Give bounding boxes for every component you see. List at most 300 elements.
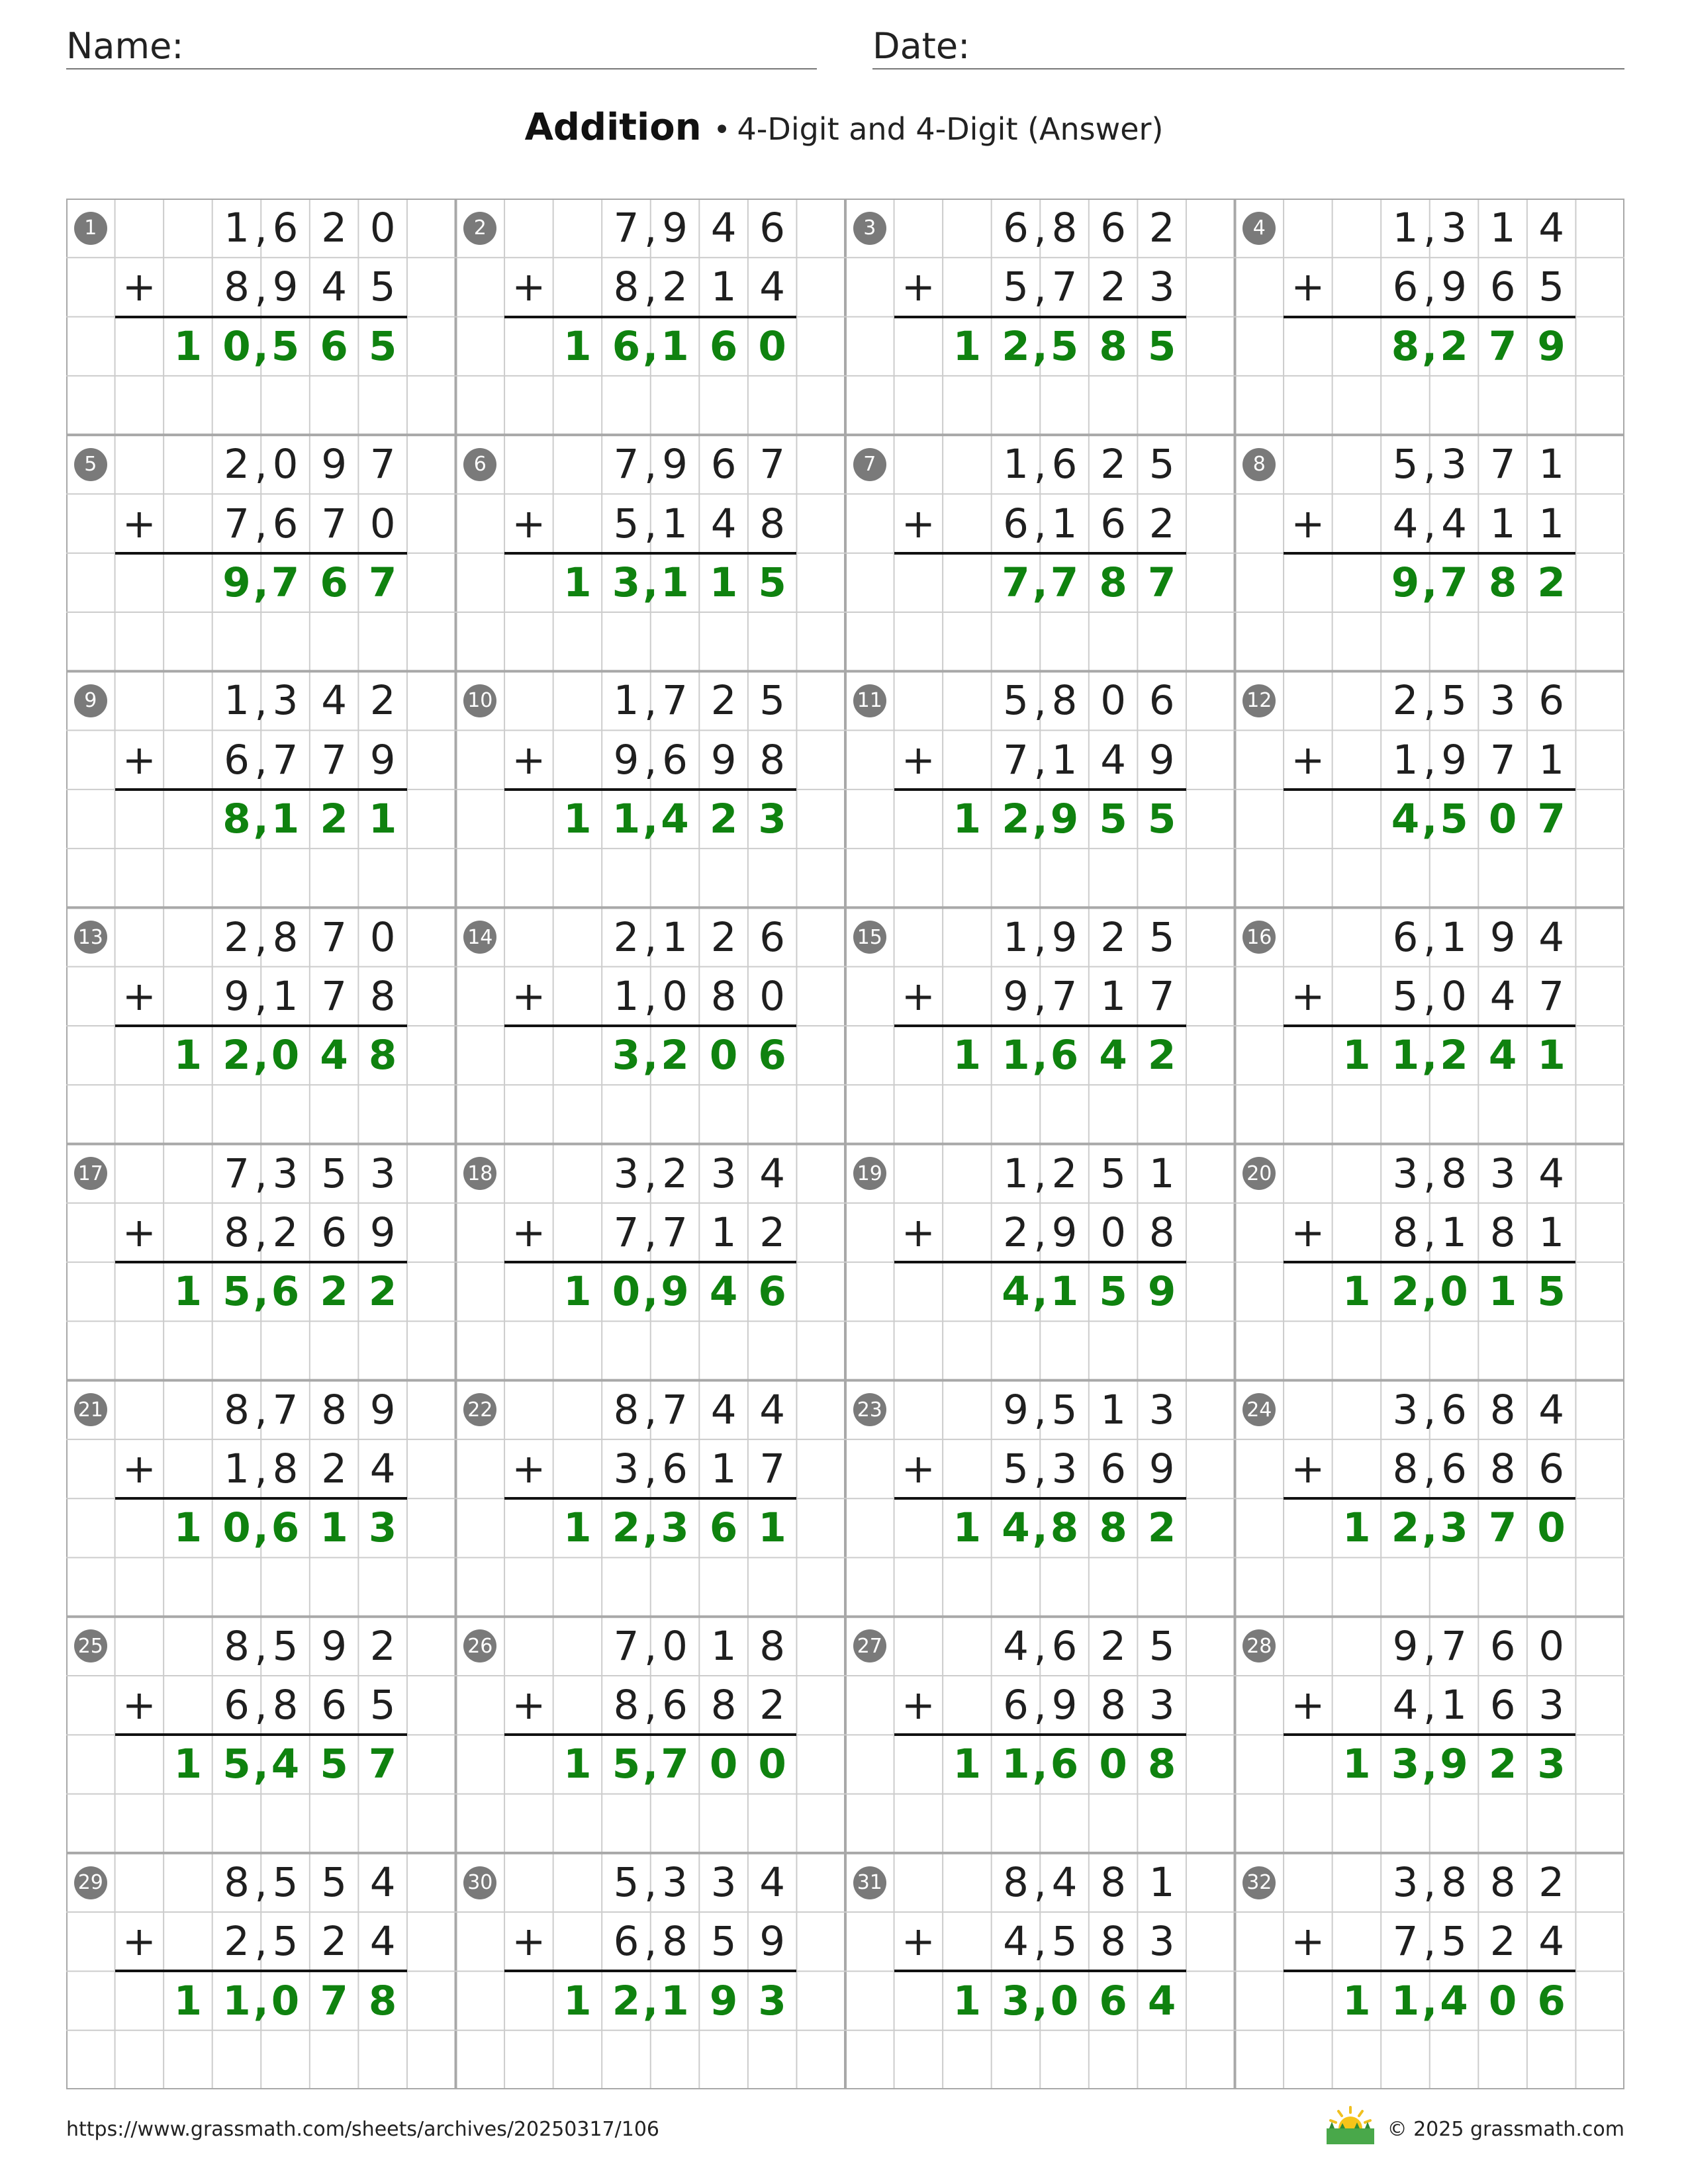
top-addend-digit: 1	[1538, 441, 1565, 488]
answer-digit: 2	[222, 1032, 251, 1079]
bottom-addend-digit: 7	[662, 1208, 688, 1256]
answer-comma: ,	[1032, 559, 1048, 607]
top-addend-digit: 6	[1149, 677, 1175, 725]
problem-number-badge: 28	[1243, 1629, 1276, 1662]
answer-comma: ,	[1422, 1741, 1438, 1789]
bottom-addend-digit: 1	[1441, 1682, 1467, 1729]
answer-digit: 7	[1050, 559, 1079, 606]
bottom-addend-digit: 8	[272, 1445, 299, 1493]
worksheet-title	[0, 106, 1688, 149]
answer-digit: 7	[1440, 559, 1468, 606]
answer-digit: 9	[709, 1977, 738, 2025]
date-field[interactable]	[872, 26, 1624, 69]
answer-comma: ,	[1422, 1032, 1438, 1080]
plus-sign: +	[1291, 263, 1325, 311]
answer-digit: 0	[758, 322, 786, 370]
plus-sign: +	[901, 1445, 935, 1493]
top-addend-digit: 3	[1392, 1859, 1419, 1907]
bottom-addend-comma: ,	[1033, 737, 1047, 784]
plus-sign: +	[1291, 1445, 1325, 1493]
top-addend-digit: 5	[272, 1859, 299, 1907]
top-addend-digit: 5	[759, 677, 786, 725]
bottom-addend-digit: 6	[224, 736, 250, 784]
top-addend-digit: 2	[1149, 205, 1175, 252]
top-addend-comma: ,	[254, 1387, 267, 1434]
answer-digit: 3	[1391, 1741, 1420, 1788]
answer-digit: 6	[758, 1032, 786, 1079]
bottom-addend-comma: ,	[644, 737, 657, 784]
answer-digit: 8	[1099, 559, 1127, 606]
bottom-addend-digit: 9	[710, 736, 737, 784]
plus-sign: +	[1291, 736, 1325, 784]
bottom-addend-comma: ,	[1033, 1682, 1047, 1730]
answer-digit: 2	[661, 1032, 689, 1079]
answer-digit: 2	[1440, 1032, 1468, 1079]
top-addend-digit: 8	[1051, 205, 1078, 252]
bottom-addend-digit: 6	[1441, 1445, 1467, 1493]
top-addend-digit: 3	[662, 1859, 688, 1907]
bottom-addend-digit: 1	[1538, 736, 1565, 784]
bottom-addend-comma: ,	[254, 973, 267, 1021]
answer-digit: 7	[368, 1741, 397, 1788]
bottom-addend-digit: 8	[1489, 1445, 1516, 1493]
top-addend-comma: ,	[254, 205, 267, 253]
answer-comma: ,	[643, 1505, 659, 1553]
answer-digit: 1	[320, 1504, 348, 1552]
bottom-addend-digit: 2	[759, 1208, 786, 1256]
bottom-addend-digit: 0	[662, 972, 688, 1020]
top-addend-digit: 6	[1100, 205, 1126, 252]
top-addend-digit: 2	[1100, 441, 1126, 488]
bottom-addend-digit: 4	[1392, 500, 1419, 547]
bottom-addend-comma: ,	[254, 1446, 267, 1494]
bottom-addend-digit: 8	[224, 1208, 250, 1256]
top-addend-comma: ,	[644, 1623, 657, 1671]
answer-comma: ,	[1032, 1269, 1048, 1316]
answer-comma: ,	[643, 1032, 659, 1080]
answer-digit: 3	[1002, 1977, 1030, 2025]
problem-number-badge: 9	[74, 684, 107, 717]
top-addend-digit: 8	[759, 1622, 786, 1670]
bottom-addend-digit: 0	[759, 972, 786, 1020]
answer-digit: 5	[758, 559, 786, 606]
bottom-addend-digit: 2	[272, 1208, 299, 1256]
bottom-addend-digit: 9	[1149, 1445, 1175, 1493]
bottom-addend-digit: 5	[710, 1918, 737, 1966]
top-addend-comma: ,	[1033, 1387, 1047, 1434]
bottom-addend-digit: 9	[272, 263, 299, 311]
answer-digit: 4	[1002, 1268, 1030, 1316]
top-addend-digit: 2	[224, 441, 250, 488]
answer-digit: 3	[661, 1504, 689, 1552]
top-addend-comma: ,	[254, 1623, 267, 1671]
answer-comma: ,	[1422, 1269, 1438, 1316]
top-addend-digit: 2	[1051, 1150, 1078, 1197]
answer-digit: 1	[661, 1977, 689, 2025]
top-addend-digit: 7	[662, 677, 688, 725]
answer-digit: 4	[320, 1032, 348, 1079]
problem-number-badge: 19	[853, 1157, 886, 1190]
top-addend-digit: 8	[1100, 1859, 1126, 1907]
plus-sign: +	[512, 1208, 546, 1256]
answer-digit: 2	[612, 1977, 641, 2025]
answer-digit: 1	[1342, 1032, 1371, 1079]
top-addend-digit: 4	[710, 1386, 737, 1433]
plus-sign: +	[512, 500, 546, 547]
top-addend-digit: 4	[710, 205, 737, 252]
top-addend-comma: ,	[254, 441, 267, 489]
bottom-addend-digit: 8	[1489, 1208, 1516, 1256]
answer-digit: 5	[1147, 322, 1176, 370]
answer-digit: 1	[1342, 1741, 1371, 1788]
top-addend-digit: 2	[1100, 1622, 1126, 1670]
top-addend-digit: 3	[1489, 1150, 1516, 1197]
answer-comma: ,	[643, 1269, 659, 1316]
top-addend-digit: 8	[1441, 1150, 1467, 1197]
title-bullet: •	[713, 113, 731, 147]
top-addend-digit: 3	[272, 1150, 299, 1197]
answer-digit: 1	[1391, 1032, 1420, 1079]
answer-comma: ,	[1032, 323, 1048, 371]
top-addend-digit: 5	[1100, 1150, 1126, 1197]
top-addend-comma: ,	[1033, 1623, 1047, 1671]
answer-digit: 1	[1342, 1268, 1371, 1316]
bottom-addend-digit: 3	[613, 1445, 639, 1493]
bottom-addend-comma: ,	[1033, 1210, 1047, 1257]
answer-digit: 1	[173, 1977, 203, 2025]
top-addend-digit: 4	[1003, 1622, 1029, 1670]
bottom-addend-digit: 6	[1003, 500, 1029, 547]
answer-digit: 2	[1002, 322, 1030, 370]
answer-digit: 5	[222, 1268, 251, 1316]
bottom-addend-digit: 7	[613, 1208, 639, 1256]
bottom-addend-digit: 5	[369, 1682, 396, 1729]
answer-digit: 5	[222, 1741, 251, 1788]
answer-digit: 3	[758, 795, 786, 842]
bottom-addend-digit: 4	[1538, 1918, 1565, 1966]
bottom-addend-digit: 7	[1489, 736, 1516, 784]
plus-sign: +	[1291, 500, 1325, 547]
top-addend-digit: 3	[1441, 205, 1467, 252]
problem-number-badge: 22	[463, 1393, 496, 1426]
bottom-addend-comma: ,	[1423, 973, 1436, 1021]
problem-number-badge: 8	[1243, 448, 1276, 481]
answer-digit: 1	[1050, 1268, 1079, 1316]
answer-digit: 9	[222, 559, 251, 606]
bottom-addend-digit: 7	[1538, 972, 1565, 1020]
title-main: Addition	[524, 106, 702, 149]
bottom-addend-digit: 6	[1100, 500, 1126, 547]
answer-digit: 6	[1050, 1032, 1079, 1079]
answer-digit: 6	[709, 1504, 738, 1552]
bottom-addend-digit: 7	[1003, 736, 1029, 784]
top-addend-digit: 5	[1149, 1622, 1175, 1670]
bottom-addend-digit: 6	[224, 1682, 250, 1729]
plus-sign: +	[901, 263, 935, 311]
top-addend-digit: 3	[1489, 677, 1516, 725]
answer-digit: 4	[1440, 1977, 1468, 2025]
top-addend-comma: ,	[644, 441, 657, 489]
bottom-addend-digit: 1	[1051, 736, 1078, 784]
bottom-addend-comma: ,	[254, 264, 267, 312]
answer-comma: ,	[643, 323, 659, 371]
bottom-addend-digit: 1	[1392, 736, 1419, 784]
bottom-addend-digit: 9	[369, 1208, 396, 1256]
answer-digit: 0	[758, 1741, 786, 1788]
answer-digit: 3	[612, 1032, 641, 1079]
bottom-addend-digit: 6	[1489, 1682, 1516, 1729]
top-addend-comma: ,	[1423, 678, 1436, 725]
answer-digit: 6	[271, 1268, 300, 1316]
problem-number-badge: 32	[1243, 1866, 1276, 1899]
top-addend-digit: 1	[710, 1622, 737, 1670]
answer-digit: 2	[1391, 1268, 1420, 1316]
answer-digit: 0	[271, 1977, 300, 2025]
top-addend-digit: 8	[272, 913, 299, 961]
answer-digit: 9	[1147, 1268, 1176, 1316]
bottom-addend-digit: 3	[1538, 1682, 1565, 1729]
plus-sign: +	[122, 736, 156, 784]
answer-digit: 1	[173, 1032, 203, 1079]
bottom-addend-digit: 9	[1003, 972, 1029, 1020]
answer-comma: ,	[1422, 1505, 1438, 1553]
plus-sign: +	[512, 1918, 546, 1966]
answer-digit: 1	[563, 1977, 592, 2025]
bottom-addend-digit: 4	[1489, 972, 1516, 1020]
bottom-addend-digit: 2	[1003, 1208, 1029, 1256]
top-addend-comma: ,	[1423, 1150, 1436, 1198]
top-addend-digit: 7	[662, 1386, 688, 1433]
top-addend-digit: 9	[321, 1622, 347, 1670]
top-addend-digit: 7	[613, 205, 639, 252]
bottom-addend-digit: 9	[369, 736, 396, 784]
problem-grid	[66, 199, 1624, 2089]
answer-digit: 0	[612, 1268, 641, 1316]
bottom-addend-comma: ,	[1423, 737, 1436, 784]
bottom-addend-digit: 2	[1489, 1918, 1516, 1966]
bottom-addend-comma: ,	[1033, 264, 1047, 312]
plus-sign: +	[122, 1445, 156, 1493]
bottom-addend-digit: 6	[1538, 1445, 1565, 1493]
date-line	[872, 68, 1624, 69]
top-addend-digit: 4	[759, 1150, 786, 1197]
answer-digit: 1	[1391, 1977, 1420, 2025]
top-addend-digit: 4	[369, 1859, 396, 1907]
answer-digit: 1	[758, 1504, 786, 1552]
answer-digit: 3	[1537, 1741, 1566, 1788]
bottom-addend-digit: 6	[1100, 1445, 1126, 1493]
top-addend-digit: 9	[1051, 913, 1078, 961]
bottom-addend-digit: 4	[759, 263, 786, 311]
bottom-addend-digit: 8	[662, 1918, 688, 1966]
top-addend-comma: ,	[1033, 1860, 1047, 1907]
problem-number-badge: 29	[74, 1866, 107, 1899]
answer-digit: 7	[271, 559, 300, 606]
bottom-addend-digit: 4	[369, 1918, 396, 1966]
problem-number-badge: 25	[74, 1629, 107, 1662]
answer-digit: 8	[1099, 1504, 1127, 1552]
top-addend-digit: 6	[1051, 1622, 1078, 1670]
answer-digit: 1	[1342, 1977, 1371, 2025]
top-addend-digit: 1	[224, 677, 250, 725]
problem-number-badge: 23	[853, 1393, 886, 1426]
answer-digit: 8	[1391, 322, 1420, 370]
top-addend-digit: 1	[613, 677, 639, 725]
bottom-addend-digit: 1	[662, 500, 688, 547]
problem-number-badge: 24	[1243, 1393, 1276, 1426]
problem-number-badge: 16	[1243, 921, 1276, 954]
answer-digit: 0	[709, 1741, 738, 1788]
problem-number-badge: 11	[853, 684, 886, 717]
bottom-addend-digit: 5	[1392, 972, 1419, 1020]
answer-digit: 5	[1537, 1268, 1566, 1316]
bottom-addend-digit: 1	[1538, 500, 1565, 547]
top-addend-digit: 8	[1441, 1859, 1467, 1907]
top-addend-digit: 3	[272, 677, 299, 725]
top-addend-comma: ,	[644, 205, 657, 253]
name-field[interactable]	[66, 26, 817, 69]
answer-comma: ,	[1422, 1978, 1438, 2025]
answer-digit: 5	[271, 322, 300, 370]
top-addend-digit: 3	[369, 1150, 396, 1197]
answer-comma: ,	[643, 1741, 659, 1789]
answer-digit: 1	[953, 1741, 982, 1788]
answer-digit: 1	[368, 795, 397, 842]
answer-digit: 8	[368, 1977, 397, 2025]
bottom-addend-comma: ,	[1423, 1682, 1436, 1730]
top-addend-digit: 7	[613, 1622, 639, 1670]
footer-copyright: © 2025 grassmath.com	[1387, 2118, 1624, 2141]
plus-sign: +	[512, 1682, 546, 1729]
answer-digit: 1	[953, 1504, 982, 1552]
answer-digit: 1	[1488, 1268, 1517, 1316]
top-addend-digit: 2	[321, 205, 347, 252]
answer-digit: 7	[661, 1741, 689, 1788]
bottom-addend-comma: ,	[1423, 264, 1436, 312]
plus-sign: +	[512, 263, 546, 311]
top-addend-digit: 3	[1392, 1150, 1419, 1197]
answer-digit: 2	[368, 1268, 397, 1316]
top-addend-digit: 9	[1392, 1622, 1419, 1670]
top-addend-digit: 5	[1051, 1386, 1078, 1433]
bottom-addend-digit: 8	[1392, 1208, 1419, 1256]
bottom-addend-digit: 1	[710, 1445, 737, 1493]
problem-number-badge: 18	[463, 1157, 496, 1190]
plus-sign: +	[512, 736, 546, 784]
answer-digit: 1	[953, 1032, 982, 1079]
answer-digit: 1	[1002, 1741, 1030, 1788]
answer-digit: 8	[1099, 322, 1127, 370]
bottom-addend-digit: 1	[224, 1445, 250, 1493]
problem-number-badge: 31	[853, 1866, 886, 1899]
top-addend-digit: 2	[662, 1150, 688, 1197]
bottom-addend-comma: ,	[1423, 1210, 1436, 1257]
top-addend-comma: ,	[254, 914, 267, 962]
answer-digit: 1	[563, 322, 592, 370]
plus-sign: +	[122, 500, 156, 547]
bottom-addend-digit: 2	[224, 1918, 250, 1966]
top-addend-digit: 4	[1538, 913, 1565, 961]
bottom-addend-digit: 1	[1441, 1208, 1467, 1256]
answer-digit: 2	[1147, 1032, 1176, 1079]
bottom-addend-digit: 7	[1051, 972, 1078, 1020]
answer-digit: 1	[173, 1741, 203, 1788]
top-addend-digit: 5	[1003, 677, 1029, 725]
bottom-addend-comma: ,	[644, 1210, 657, 1257]
bottom-addend-digit: 9	[1051, 1208, 1078, 1256]
answer-digit: 4	[1147, 1977, 1176, 2025]
answer-digit: 3	[368, 1504, 397, 1552]
answer-digit: 9	[1391, 559, 1420, 606]
top-addend-digit: 8	[613, 1386, 639, 1433]
bottom-addend-digit: 1	[710, 263, 737, 311]
bottom-addend-digit: 7	[1392, 1918, 1419, 1966]
bottom-addend-comma: ,	[644, 264, 657, 312]
bottom-addend-digit: 5	[1538, 263, 1565, 311]
answer-comma: ,	[643, 1978, 659, 2025]
answer-digit: 9	[1537, 322, 1566, 370]
top-addend-comma: ,	[644, 1387, 657, 1434]
top-addend-comma: ,	[1033, 678, 1047, 725]
bottom-addend-digit: 7	[224, 500, 250, 547]
answer-digit: 2	[612, 1504, 641, 1552]
answer-digit: 1	[173, 322, 203, 370]
answer-comma: ,	[1032, 796, 1048, 844]
bottom-addend-digit: 9	[613, 736, 639, 784]
bottom-addend-digit: 7	[321, 500, 347, 547]
problem-number-badge: 5	[74, 448, 107, 481]
top-addend-digit: 0	[369, 205, 396, 252]
bottom-addend-digit: 7	[1149, 972, 1175, 1020]
problem-number-badge: 30	[463, 1866, 496, 1899]
top-addend-comma: ,	[1423, 1387, 1436, 1434]
bottom-addend-digit: 5	[1441, 1918, 1467, 1966]
problem-number-badge: 20	[1243, 1157, 1276, 1190]
answer-digit: 6	[320, 322, 348, 370]
plus-sign: +	[901, 972, 935, 1020]
top-addend-digit: 5	[1392, 441, 1419, 488]
answer-digit: 9	[1440, 1741, 1468, 1788]
problem-number-badge: 4	[1243, 212, 1276, 245]
top-addend-digit: 7	[1489, 441, 1516, 488]
plus-sign: +	[1291, 972, 1325, 1020]
bottom-addend-digit: 2	[759, 1682, 786, 1729]
answer-digit: 0	[1537, 1504, 1566, 1552]
bottom-addend-digit: 0	[1100, 1208, 1126, 1256]
top-addend-comma: ,	[254, 1860, 267, 1907]
top-addend-digit: 6	[1489, 1622, 1516, 1670]
bottom-addend-digit: 2	[662, 263, 688, 311]
bottom-addend-comma: ,	[644, 1919, 657, 1966]
name-label: Name:	[66, 25, 184, 67]
bottom-addend-digit: 5	[369, 263, 396, 311]
plus-sign: +	[122, 1208, 156, 1256]
bottom-addend-digit: 9	[1441, 736, 1467, 784]
top-addend-digit: 0	[272, 441, 299, 488]
answer-comma: ,	[1422, 796, 1438, 844]
answer-comma: ,	[1422, 323, 1438, 371]
top-addend-digit: 8	[1003, 1859, 1029, 1907]
bottom-addend-digit: 4	[1003, 1918, 1029, 1966]
answer-comma: ,	[1422, 559, 1438, 607]
answer-digit: 1	[709, 559, 738, 606]
answer-digit: 7	[320, 1977, 348, 2025]
plus-sign: +	[1291, 1918, 1325, 1966]
answer-digit: 1	[661, 559, 689, 606]
top-addend-digit: 4	[321, 677, 347, 725]
bottom-addend-digit: 4	[1392, 1682, 1419, 1729]
bottom-addend-digit: 8	[613, 263, 639, 311]
